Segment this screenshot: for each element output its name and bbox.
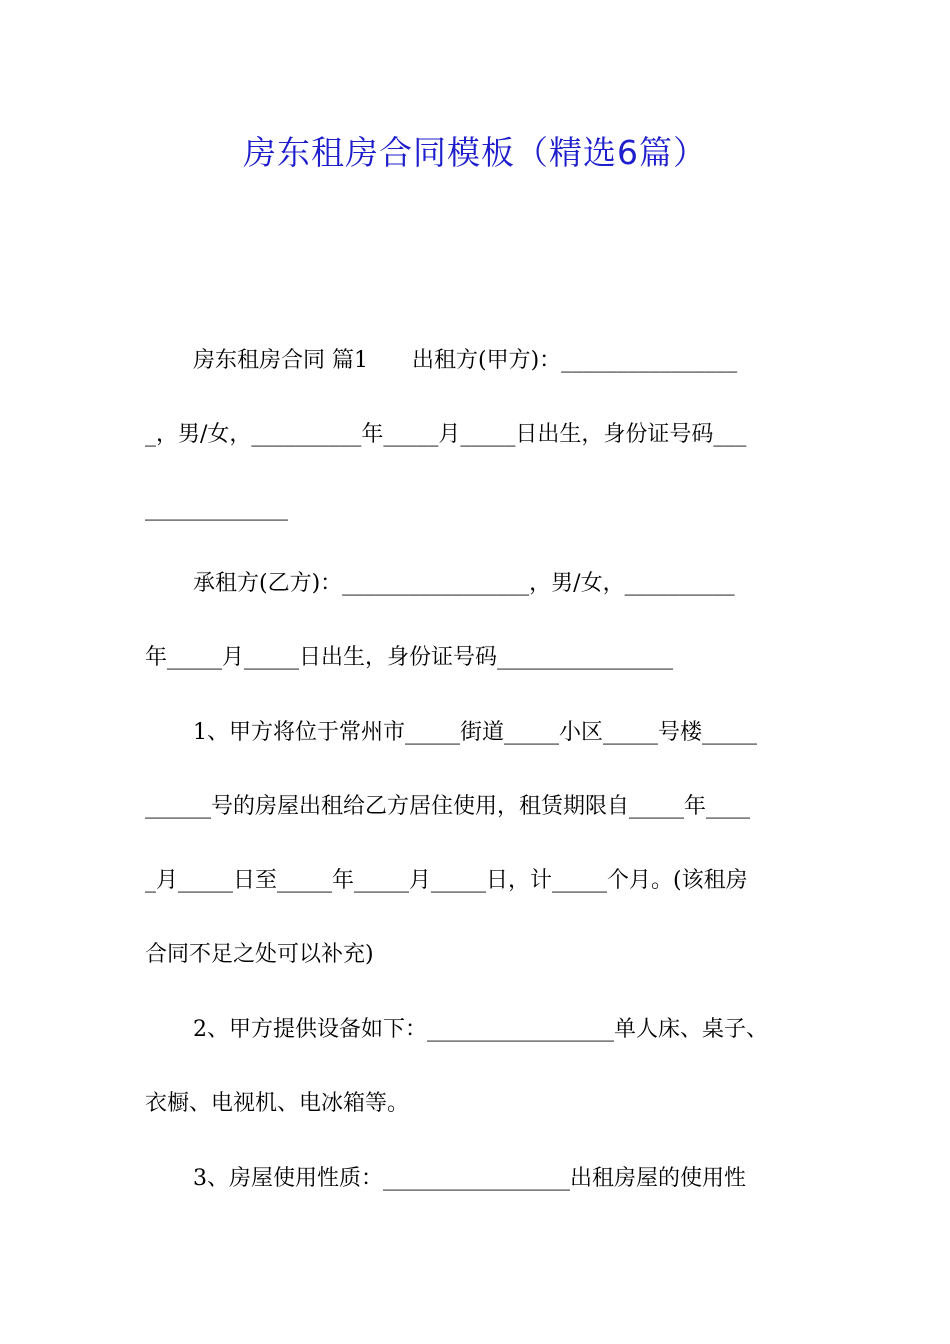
- contract-clause-1-line-4: 合同不足之处可以补充): [145, 942, 374, 967]
- contract-line-lessee: 承租方(乙方)：_________________，男/女，__________: [193, 571, 735, 596]
- contract-clause-1-line-1: 1、甲方将位于常州市_____街道_____小区_____号楼_____: [193, 720, 757, 745]
- contract-clause-2-line-2: 衣橱、电视机、电冰箱等。: [145, 1091, 410, 1116]
- contract-line-lessee-details: 年_____月_____日出生，身份证号码________________: [145, 645, 674, 670]
- contract-clause-3-line-1: 3、房屋使用性质：_________________出租房屋的使用性: [193, 1166, 746, 1191]
- contract-clause-1-line-2: ______号的房屋出租给乙方居住使用，租赁期限自_____年____: [145, 794, 751, 819]
- contract-clause-1-line-3: _月_____日至_____年_____月_____日，计_____个月。(该租房: [145, 868, 748, 893]
- contract-line-lessor: 房东租房合同 篇1 出租方(甲方)：________________: [193, 348, 738, 373]
- contract-line-lessor-details: _，男/女，__________年_____月_____日出生，身份证号码___: [145, 422, 747, 447]
- contract-line-lessor-id: _____________: [145, 496, 288, 521]
- contract-clause-2-line-1: 2、甲方提供设备如下：_________________单人床、桌子、: [193, 1017, 768, 1042]
- document-title: 房东租房合同模板（精选6篇）: [243, 133, 707, 172]
